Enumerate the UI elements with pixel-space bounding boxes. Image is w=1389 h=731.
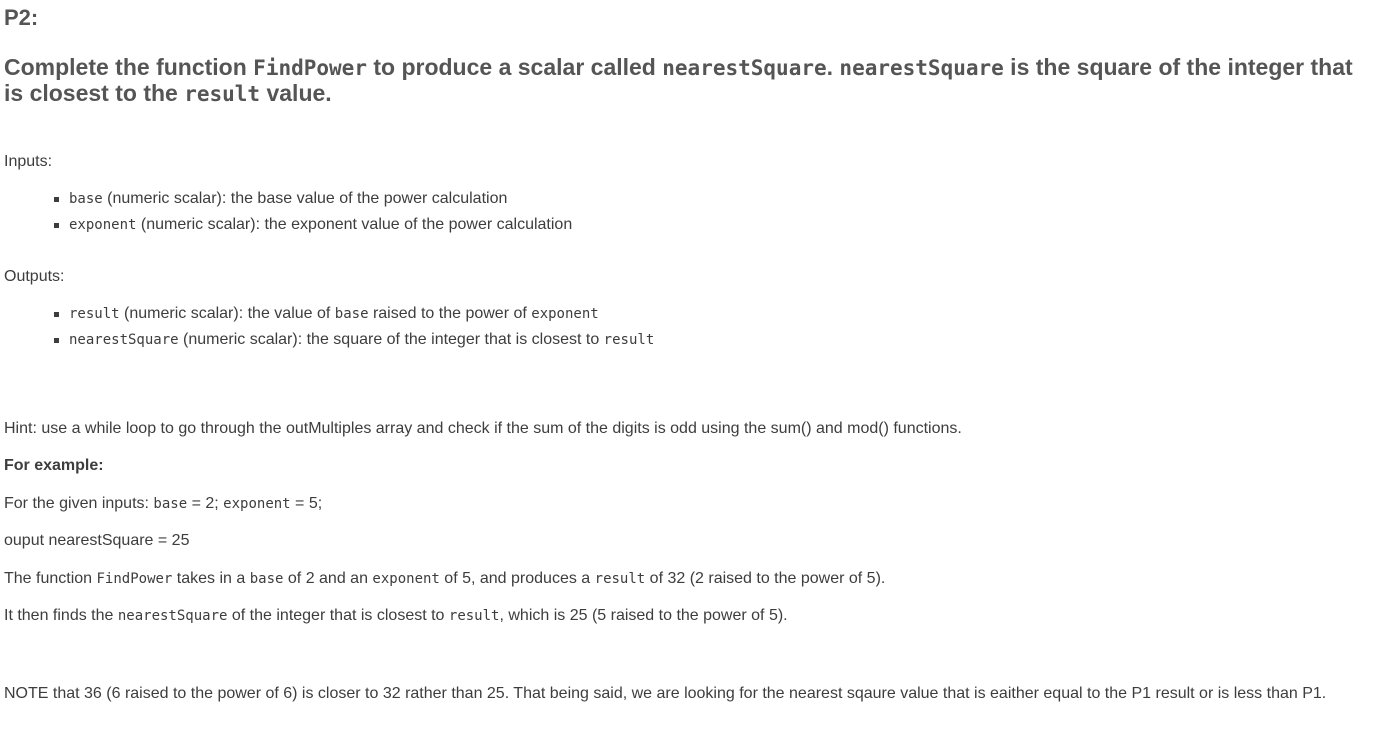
- code-result: result: [448, 608, 500, 624]
- code-exponent: exponent: [223, 496, 291, 512]
- param-name: result: [69, 306, 120, 322]
- inputs-list: [52, 189, 572, 241]
- explain-text: of 2 and an: [283, 570, 373, 587]
- code-result: result: [594, 571, 646, 587]
- code-exponent: exponent: [372, 571, 440, 587]
- code-base: base: [249, 571, 284, 587]
- code-nearestsquare: nearestSquare: [117, 608, 228, 624]
- param-description-cont: raised to the power of: [368, 305, 532, 322]
- example-explanation-2: [4, 606, 788, 626]
- base-value: = 2;: [187, 495, 224, 512]
- note-text: NOTE that 36 (6 raised to the power of 6) is closer to 32 rather than 25. That being said, we are looking for the nearest sqaure value that is eaither equal to the P1 result or is less than P1.: [4, 685, 1327, 702]
- param-description: (numeric scalar): the base value of the power calculation: [102, 190, 508, 207]
- task-text-1: Complete the function: [4, 54, 254, 80]
- output-item-nearestsquare: [52, 330, 654, 356]
- inputs-label: Inputs:: [4, 153, 53, 170]
- code-result: result: [184, 82, 261, 106]
- input-item-exponent: [52, 215, 572, 241]
- output-item-result: [52, 304, 654, 330]
- code-result: result: [603, 332, 655, 348]
- code-exponent: exponent: [531, 306, 599, 322]
- example-inputs-prefix: For the given inputs:: [4, 495, 154, 512]
- hint-text: Hint: use a while loop to go through the outMultiples array and check if the sum of the digits is odd using the sum() and mod() functions.: [4, 420, 962, 437]
- code-base: base: [334, 306, 369, 322]
- task-text-4: is the square of the integer that is closest to the: [4, 54, 1353, 106]
- code-nearestsquare-2: nearestSquare: [839, 56, 1004, 80]
- explain-text: The function: [4, 570, 97, 587]
- code-findpower: FindPower: [253, 56, 367, 80]
- outputs-list: [52, 304, 654, 356]
- example-output: ouput nearestSquare = 25: [4, 532, 190, 549]
- explain-text: It then finds the: [4, 607, 118, 624]
- code-nearestsquare: nearestSquare: [662, 56, 827, 80]
- explain-text: , which is 25 (5 raised to the power of 5).: [499, 607, 788, 624]
- param-description: (numeric scalar): the exponent value of the power calculation: [136, 216, 573, 233]
- exponent-value: = 5;: [290, 495, 323, 512]
- task-description: [4, 55, 1374, 107]
- example-explanation-1: [4, 569, 885, 589]
- explain-text: of 5, and produces a: [439, 570, 595, 587]
- explain-text: of the integer that is closest to: [227, 607, 449, 624]
- param-name: nearestSquare: [69, 332, 179, 348]
- param-description: (numeric scalar): the value of: [119, 305, 335, 322]
- code-findpower: FindPower: [96, 571, 173, 587]
- explain-text: of 32 (2 raised to the power of 5).: [645, 570, 886, 587]
- task-text-3: .: [826, 54, 840, 80]
- outputs-label: Outputs:: [4, 268, 65, 285]
- task-text-2: to produce a scalar called: [366, 54, 663, 80]
- code-base: base: [153, 496, 188, 512]
- example-inputs: [4, 494, 322, 514]
- param-name: base: [69, 191, 103, 207]
- param-name: exponent: [69, 217, 137, 233]
- param-description: (numeric scalar): the square of the integer that is closest to: [178, 331, 604, 348]
- input-item-base: [52, 189, 572, 215]
- example-label: For example:: [4, 457, 104, 474]
- task-text-5: value.: [260, 80, 332, 106]
- explain-text: takes in a: [172, 570, 250, 587]
- problem-heading: P2:: [4, 5, 39, 30]
